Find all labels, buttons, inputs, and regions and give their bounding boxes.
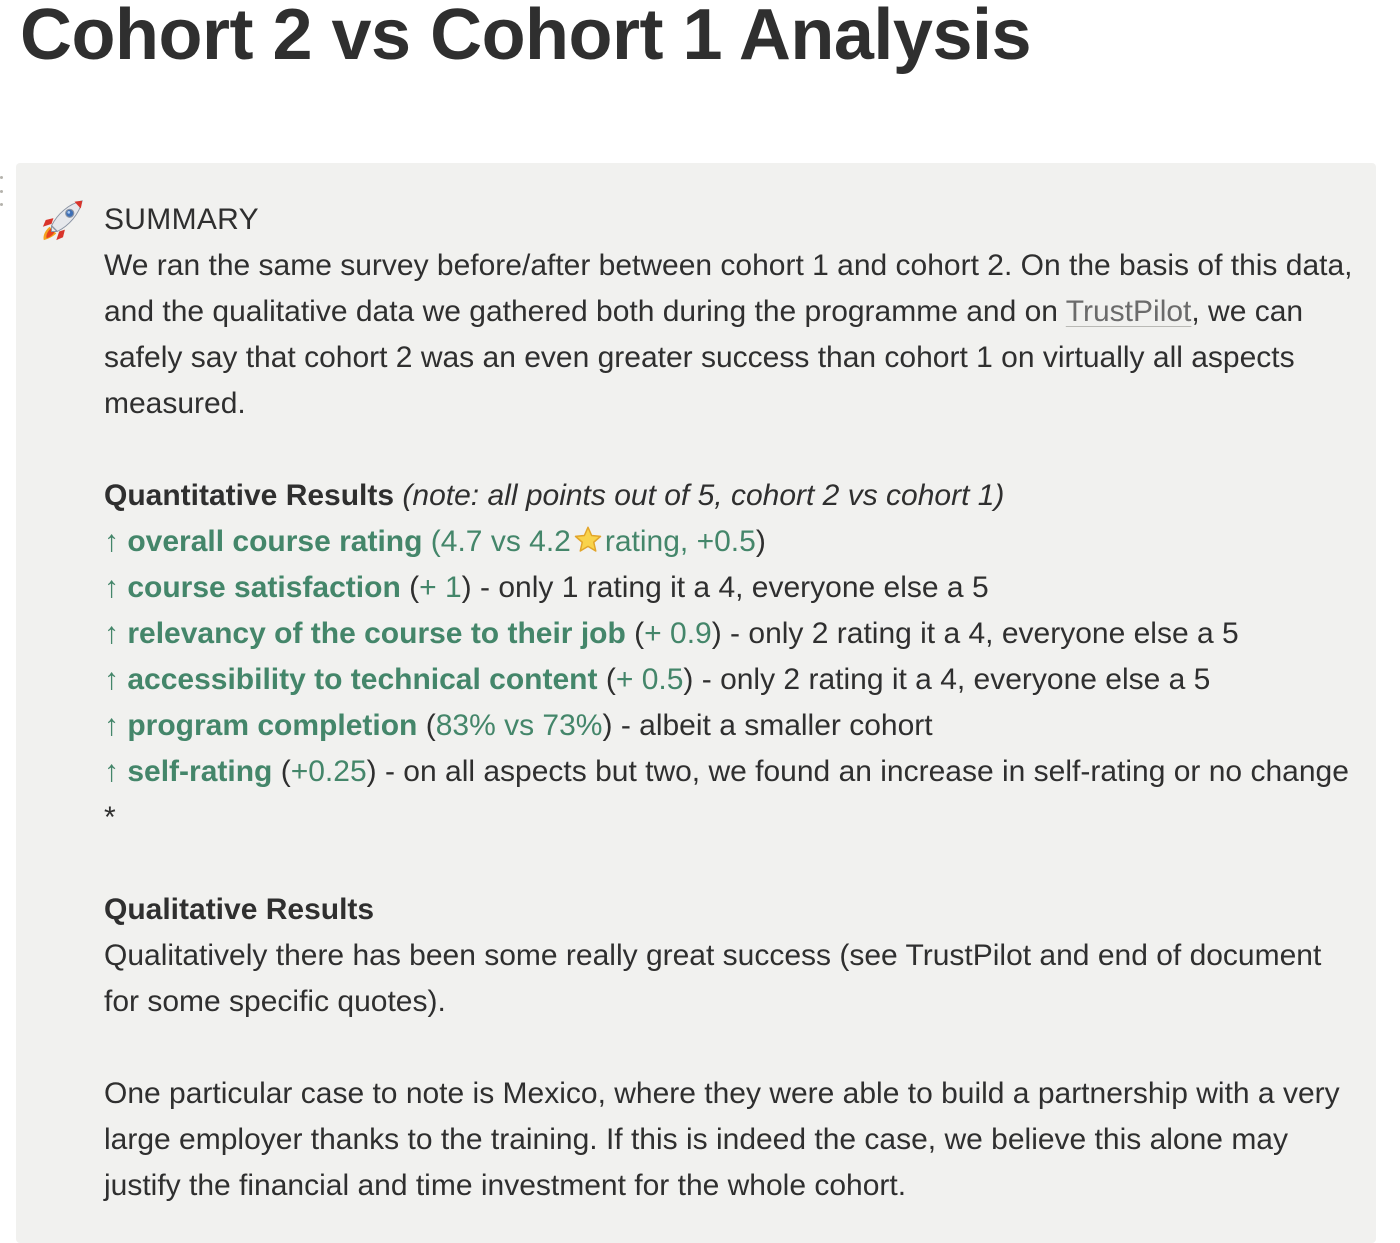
quantitative-heading: Quantitative Results [104, 479, 395, 512]
result-item-course-satisfaction [104, 565, 1354, 611]
up-arrow-icon: ↑ [104, 617, 119, 650]
up-arrow-icon: ↑ [104, 663, 119, 696]
result-label: relevancy of the course to their job [127, 617, 626, 650]
open-paren: ( [409, 571, 420, 604]
up-arrow-icon: ↑ [104, 525, 119, 558]
close-paren: ) [366, 755, 377, 788]
page-title: Cohort 2 vs Cohort 1 Analysis [20, 0, 1032, 75]
result-value: + 0.9 [644, 617, 712, 650]
result-value: +0.25 [290, 755, 367, 788]
close-paren: ) [711, 617, 722, 650]
up-arrow-icon: ↑ [104, 755, 119, 788]
result-label: overall course rating [127, 525, 423, 558]
up-arrow-icon: ↑ [104, 709, 119, 742]
drag-handle-icon[interactable] [0, 176, 6, 206]
intro-paragraph [104, 243, 1354, 427]
qualitative-paragraph-2: One particular case to note is Mexico, where they were able to build a partnership with a very large employer thanks to the training. If this is indeed the case, we believe this alone may justify the financial and time investment for the whole cohort. [104, 1077, 1340, 1202]
spacer [104, 427, 1354, 473]
qualitative-paragraph-1: Qualitatively there has been some really great success (see TrustPilot and end of document for some specific quotes). [104, 939, 1322, 1018]
callout-body [104, 197, 1354, 1209]
open-paren: ( [634, 617, 645, 650]
star-icon [573, 525, 603, 555]
result-value: + 1 [419, 571, 462, 604]
quantitative-heading-line [104, 473, 1354, 519]
open-paren: ( [280, 755, 291, 788]
result-detail: - on all aspects but two, we found an increase in self-rating or no change * [104, 755, 1349, 834]
result-label: course satisfaction [127, 571, 401, 604]
up-arrow-icon: ↑ [104, 571, 119, 604]
result-label: self-rating [127, 755, 273, 788]
result-detail: - only 2 rating it a 4, everyone else a 5 [693, 663, 1211, 696]
result-item-accessibility [104, 657, 1354, 703]
result-item-self-rating [104, 749, 1354, 841]
result-detail: - only 2 rating it a 4, everyone else a 5 [721, 617, 1239, 650]
result-value-tail: rating, +0.5 [604, 525, 756, 558]
open-paren: ( [605, 663, 616, 696]
result-detail: - only 1 rating it a 4, everyone else a 5 [471, 571, 989, 604]
intro-text-after: , we can safely say that cohort 2 was an even greater success than cohort 1 on virtually all aspects measured. [104, 295, 1304, 420]
rocket-icon[interactable] [40, 197, 86, 243]
trustpilot-link[interactable]: TrustPilot [1065, 295, 1192, 328]
summary-callout [16, 163, 1376, 1243]
result-item-overall-rating [104, 519, 1354, 565]
qualitative-heading: Qualitative Results [104, 893, 375, 926]
result-item-relevancy [104, 611, 1354, 657]
spacer [104, 841, 1354, 887]
result-value: + 0.5 [615, 663, 684, 696]
result-item-program-completion [104, 703, 1354, 749]
result-label: accessibility to technical content [127, 663, 598, 696]
close-paren: ) [602, 709, 613, 742]
close-paren: ) [755, 525, 766, 558]
open-paren: ( [425, 709, 436, 742]
result-value: (4.7 vs 4.2 [430, 525, 571, 558]
quantitative-note: (note: all points out of 5, cohort 2 vs cohort 1) [402, 479, 1005, 512]
result-detail: - albeit a smaller cohort [612, 709, 933, 742]
summary-label: SUMMARY [104, 203, 259, 236]
intro-text-before: We ran the same survey before/after between cohort 1 and cohort 2. On the basis of this data, and the qualitative data we gathered both during the programme and on [104, 249, 1353, 328]
close-paren: ) [461, 571, 472, 604]
result-label: program completion [127, 709, 418, 742]
spacer [104, 1025, 1354, 1071]
close-paren: ) [683, 663, 694, 696]
result-value: 83% vs 73% [435, 709, 603, 742]
